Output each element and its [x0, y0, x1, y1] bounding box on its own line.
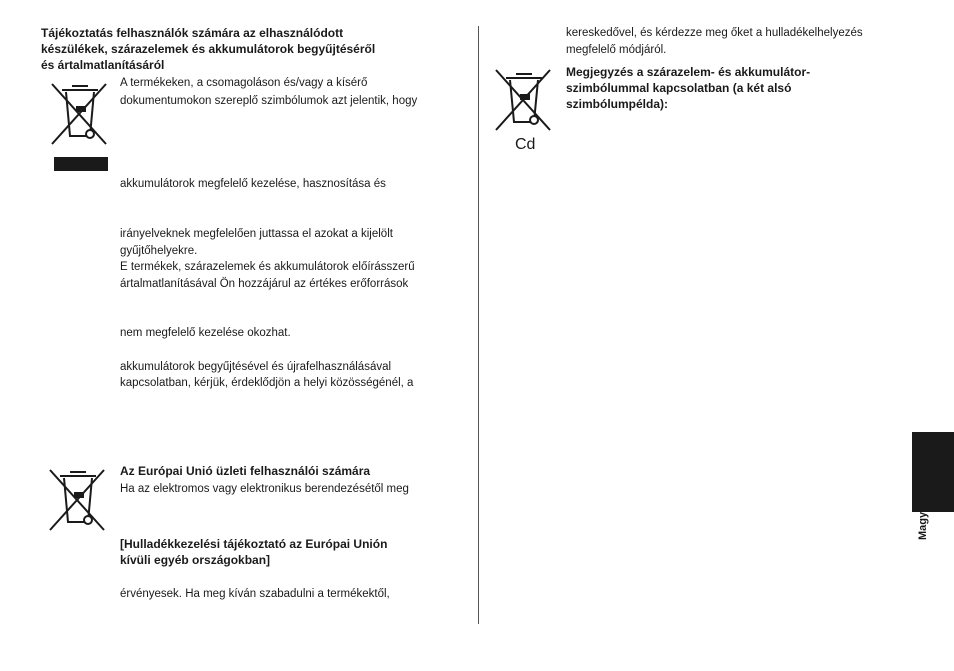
note-heading-line-2: szimbólummal kapcsolatban (a két alsó [566, 81, 792, 95]
continued-line-1: kereskedővel, és kérdezze meg őket a hulladékelhelyezés [566, 27, 863, 39]
paragraph-harm: nem megfelelő kezelése okozhat. [120, 327, 291, 339]
cd-chemical-symbol: Cd [515, 136, 536, 153]
intro-line-2: dokumentumokon szereplő szimbólumok azt jelentik, hogy [120, 95, 418, 107]
non-eu-heading-line-2: kívüli egyéb országokban] [120, 553, 271, 567]
paragraph-directive-line-4: ártalmatlanításával Ön hozzájárul az értékes erőforrások [120, 278, 409, 290]
non-eu-text: érvényesek. Ha meg kíván szabadulni a termékektől, [120, 588, 390, 600]
paragraph-collect-line-1: akkumulátorok begyűjtésével és újrafelhasználásával [120, 361, 392, 373]
language-tab [912, 432, 954, 512]
paragraph-accumulators: akkumulátorok megfelelő kezelése, hasznosítása és [120, 178, 386, 190]
section-heading-line-3: és ártalmatlanításáról [41, 58, 165, 72]
column-divider [478, 26, 479, 624]
eu-business-heading: Az Európai Unió üzleti felhasználói számára [120, 464, 371, 478]
paragraph-directive-line-3: E termékek, szárazelemek és akkumulátorok előírásszerű [120, 261, 415, 273]
crossed-out-bin-icon [492, 64, 556, 138]
paragraph-collect-line-2: kapcsolatban, kérjük, érdeklődjön a helyi közösségénél, a [120, 377, 414, 389]
non-eu-heading-line-1: [Hulladékkezelési tájékoztató az Európai Unión [120, 537, 388, 551]
paragraph-directive-line-2: gyűjtőhelyekre. [120, 245, 198, 257]
language-tab-label: Magyar [917, 501, 929, 540]
crossed-out-bin-icon [46, 462, 110, 538]
paragraph-directive-line-1: irányelveknek megfelelően juttassa el azokat a kijelölt [120, 228, 393, 240]
section-heading-line-1: Tájékoztatás felhasználók számára az elhasználódott [41, 26, 344, 40]
note-heading-line-1: Megjegyzés a szárazelem- és akkumulátor- [566, 65, 811, 79]
eu-business-text: Ha az elektromos vagy elektronikus berendezésétől meg [120, 483, 409, 495]
continued-line-2: megfelelő módjáról. [566, 44, 667, 56]
crossed-out-bin-icon [48, 76, 112, 152]
note-heading-line-3: szimbólumpélda): [566, 97, 669, 111]
intro-line-1: A termékeken, a csomagoláson és/vagy a kísérő [120, 77, 368, 89]
section-heading-line-2: készülékek, szárazelemek és akkumulátorok begyűjtéséről [41, 42, 376, 56]
separate-collection-bar [54, 157, 108, 171]
